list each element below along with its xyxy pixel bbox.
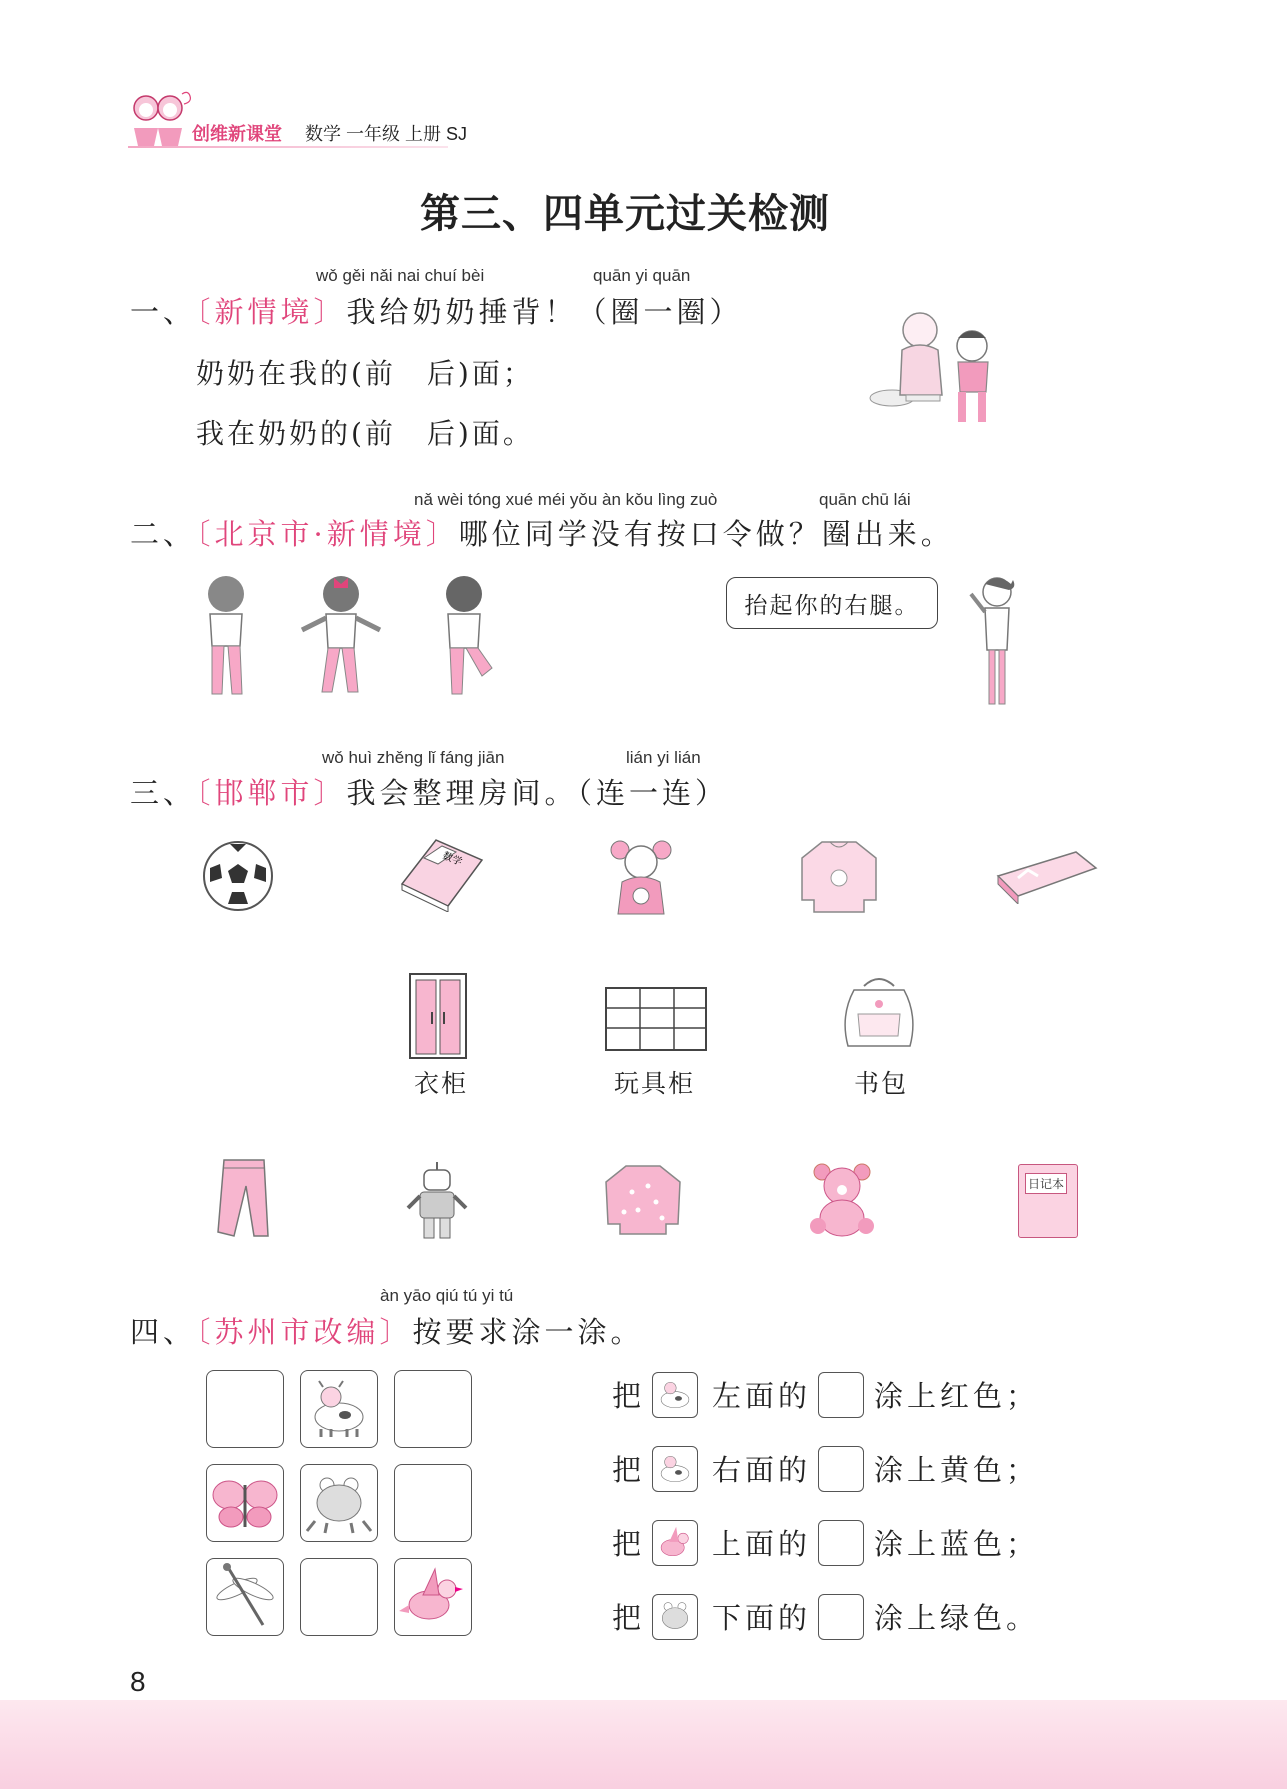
- grid-cell-6[interactable]: [394, 1464, 472, 1542]
- q4-heading: [130, 1310, 644, 1351]
- diary-label: 日记本: [1025, 1173, 1067, 1194]
- q1-text: 我给奶奶捶背！（圈一圈）: [346, 295, 743, 329]
- teddy-bear-icon[interactable]: [804, 1160, 880, 1240]
- q3-pinyin-instruction: lián yi lián: [626, 748, 701, 767]
- grid-cell-5[interactable]: [300, 1464, 378, 1542]
- row3-bird-thumb: [652, 1520, 698, 1566]
- q2-tag: 〔北京市·新情境〕: [196, 517, 459, 551]
- pencil-case-icon[interactable]: [994, 848, 1100, 904]
- row2-mid: 右面的: [712, 1453, 812, 1487]
- q3-text: 我会整理房间。（连一连）: [346, 776, 729, 810]
- instruction-row-3: [612, 1522, 645, 1563]
- speech-bubble: 抬起你的右腿。: [726, 577, 938, 629]
- row3-mid: 上面的: [712, 1527, 812, 1561]
- frog-icon: [301, 1465, 377, 1541]
- q3-number: 三、: [130, 776, 197, 810]
- q1-line-1: 奶奶在我的(前 后)面；: [196, 357, 534, 390]
- pink-sweater-icon[interactable]: [800, 836, 878, 916]
- q1-tag: 〔新情境〕: [196, 295, 347, 329]
- row1-post: 涂上红色；: [874, 1379, 1040, 1413]
- grid-cell-4[interactable]: [206, 1464, 284, 1542]
- footer-band: [0, 1700, 1287, 1789]
- pants-icon[interactable]: [210, 1156, 274, 1240]
- cow-icon: [301, 1371, 377, 1447]
- frog-icon: [653, 1595, 697, 1639]
- q4-text: 按要求涂一涂。: [412, 1315, 644, 1349]
- polka-sweater-icon[interactable]: [604, 1162, 682, 1236]
- row3-pre: 把: [612, 1527, 646, 1561]
- bird-icon: [653, 1521, 697, 1565]
- row1-mid: 左面的: [712, 1379, 812, 1413]
- page-number: 8: [130, 1666, 146, 1697]
- header-series-name: 创维新课堂: [192, 124, 282, 144]
- wardrobe-icon[interactable]: [408, 972, 468, 1060]
- q2-text: 哪位同学没有按口令做？圈出来。: [458, 517, 954, 551]
- header-subject-info: 数学 一年级 上册 SJ: [305, 124, 468, 144]
- doll-icon[interactable]: [608, 836, 674, 916]
- grid-cell-3[interactable]: [394, 1370, 472, 1448]
- grid-cell-2[interactable]: [300, 1370, 378, 1448]
- row4-mid: 下面的: [712, 1601, 812, 1635]
- math-book-label: 数学: [440, 850, 464, 869]
- q2-number: 二、: [130, 517, 197, 551]
- butterfly-icon: [207, 1465, 283, 1541]
- row4-post: 涂上绿色。: [874, 1601, 1040, 1635]
- math-book-icon[interactable]: [396, 832, 486, 912]
- child-3-illustration: [430, 572, 500, 702]
- q1-number: 一、: [130, 295, 197, 329]
- cow-icon: [653, 1373, 697, 1417]
- dragonfly-icon: [207, 1559, 283, 1635]
- q4-number: 四、: [130, 1315, 197, 1349]
- diary-icon[interactable]: [1018, 1164, 1078, 1238]
- instruction-row-4: [612, 1596, 645, 1637]
- header-divider: [128, 146, 448, 148]
- q2-pinyin-instruction: quān chū lái: [819, 490, 911, 509]
- teacher-illustration: [965, 572, 1025, 712]
- wardrobe-label: 衣柜: [414, 1069, 469, 1098]
- q2-pinyin-main: nǎ wèi tóng xué méi yǒu àn kǒu lìng zuò: [414, 490, 718, 509]
- toy-cabinet-icon[interactable]: [604, 986, 708, 1052]
- row4-frog-thumb: [652, 1594, 698, 1640]
- bird-icon: [395, 1559, 471, 1635]
- row2-post: 涂上黄色；: [874, 1453, 1040, 1487]
- instruction-row-1: [612, 1374, 645, 1415]
- instruction-row-2: [612, 1448, 645, 1489]
- q4-pinyin: àn yāo qiú tú yi tú: [380, 1286, 514, 1305]
- row2-answer-box[interactable]: [818, 1446, 864, 1492]
- row1-pre: 把: [612, 1379, 646, 1413]
- toy-cabinet-label: 玩具柜: [614, 1069, 696, 1098]
- child-2-illustration: [296, 572, 386, 702]
- child-1-illustration: [196, 572, 256, 702]
- backpack-label: 书包: [854, 1069, 909, 1098]
- q2-heading: [130, 512, 954, 553]
- q3-heading: [130, 771, 728, 812]
- q1-heading: [130, 290, 743, 331]
- row2-pre: 把: [612, 1453, 646, 1487]
- q3-pinyin-main: wǒ huì zhěng lǐ fáng jiān: [322, 748, 505, 767]
- row3-post: 涂上蓝色；: [874, 1527, 1040, 1561]
- row4-pre: 把: [612, 1601, 646, 1635]
- grandma-massage-illustration: [862, 300, 1012, 430]
- soccer-ball-icon[interactable]: [200, 838, 276, 914]
- q1-pinyin-main: wǒ gěi nǎi nai chuí bèi: [316, 266, 485, 285]
- q4-tag: 〔苏州市改编〕: [196, 1315, 413, 1349]
- page-title: 第三、四单元过关检测: [420, 192, 830, 236]
- grid-cell-1[interactable]: [206, 1370, 284, 1448]
- header-kids-logo: [124, 88, 196, 152]
- q1-line-2: 我在奶奶的(前 后)面。: [196, 417, 534, 450]
- row1-cow-thumb: [652, 1372, 698, 1418]
- grid-cell-7[interactable]: [206, 1558, 284, 1636]
- q3-tag: 〔邯郸市〕: [196, 776, 347, 810]
- grid-cell-9[interactable]: [394, 1558, 472, 1636]
- cow-icon: [653, 1447, 697, 1491]
- row1-answer-box[interactable]: [818, 1372, 864, 1418]
- q1-pinyin-instruction: quān yi quān: [593, 266, 691, 285]
- backpack-icon[interactable]: [834, 976, 924, 1052]
- grid-cell-8[interactable]: [300, 1558, 378, 1636]
- row2-cow-thumb: [652, 1446, 698, 1492]
- row3-answer-box[interactable]: [818, 1520, 864, 1566]
- robot-toy-icon[interactable]: [402, 1160, 472, 1242]
- row4-answer-box[interactable]: [818, 1594, 864, 1640]
